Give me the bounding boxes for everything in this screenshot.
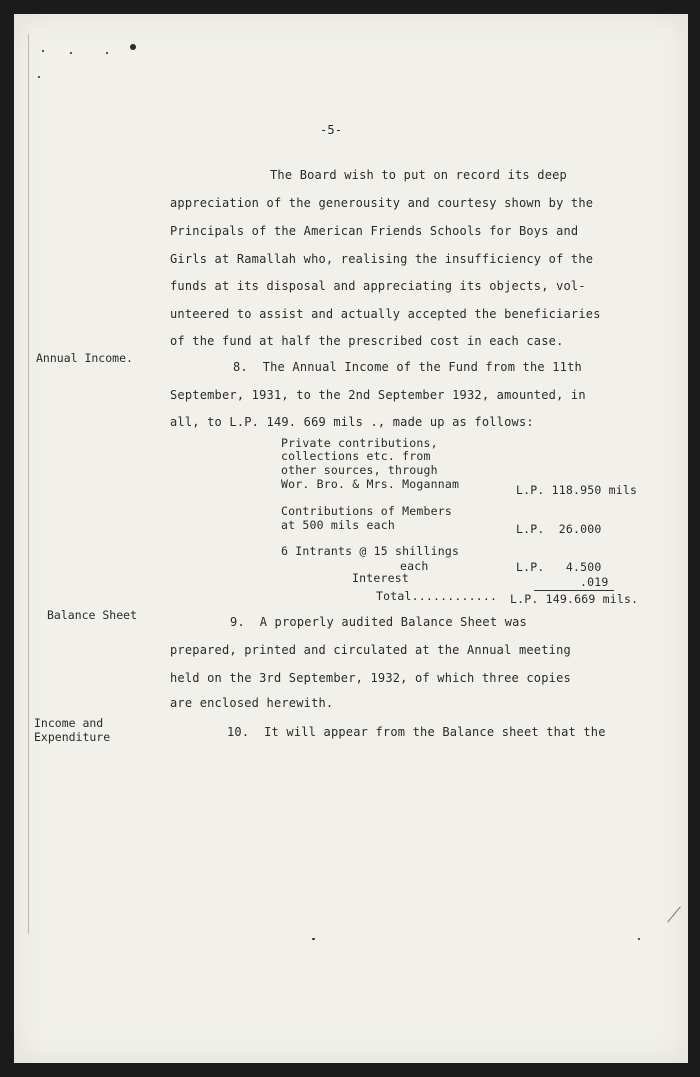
body-line: 9. A properly audited Balance Sheet was <box>230 615 527 629</box>
body-line: September, 1931, to the 2nd September 1932, amounted, in <box>170 388 586 402</box>
margin-label-income-and: Income and <box>34 716 104 730</box>
body-line: Principals of the American Friends Schools for Boys and <box>170 224 579 238</box>
body-line: are enclosed herewith. <box>170 696 334 710</box>
income-row-members-amount: L.P. 26.000 <box>516 522 602 536</box>
income-row-intrants-amount: L.P. 4.500 <box>516 560 602 574</box>
income-row-private-line: other sources, through <box>281 463 438 477</box>
speck-mark <box>130 44 136 50</box>
body-line: unteered to assist and actually accepted the beneficiaries <box>170 307 601 321</box>
margin-label-expenditure: Expenditure <box>34 730 111 744</box>
income-row-members-line: Contributions of Members <box>281 504 452 518</box>
page-edge-mark <box>28 34 29 934</box>
income-row-intrants-line: 6 Intrants @ 15 shillings <box>281 544 460 558</box>
body-line: Girls at Ramallah who, realising the insufficiency of the <box>170 252 594 266</box>
speck-mark <box>638 938 640 940</box>
speck-mark <box>70 52 72 54</box>
margin-label-balance-sheet: Balance Sheet <box>47 608 138 622</box>
income-row-interest-label: Interest <box>352 571 409 585</box>
body-line: prepared, printed and circulated at the Annual meeting <box>170 643 571 657</box>
page-crease-mark <box>667 907 681 923</box>
body-line: funds at its disposal and appreciating its objects, vol- <box>170 279 586 293</box>
body-line: 8. The Annual Income of the Fund from the 11th <box>233 360 582 374</box>
total-underline <box>534 590 614 591</box>
margin-label-annual-income: Annual Income. <box>36 351 133 365</box>
body-line: held on the 3rd September, 1932, of which three copies <box>170 671 571 685</box>
speck-mark <box>106 52 108 54</box>
income-row-total-label: Total............ <box>376 589 498 603</box>
document-page <box>14 14 688 1063</box>
income-row-intrants-line: each <box>400 559 429 573</box>
speck-mark <box>312 938 315 940</box>
speck-mark <box>42 50 44 52</box>
body-line: all, to L.P. 149. 669 mils ., made up as follows: <box>170 415 534 429</box>
income-row-interest-amount: .019 <box>580 575 609 589</box>
body-line: of the fund at half the prescribed cost in each case. <box>170 334 564 348</box>
body-line: 10. It will appear from the Balance sheet that the <box>227 725 606 739</box>
page-number: -5- <box>320 123 343 137</box>
income-row-private-amount: L.P. 118.950 mils <box>516 483 638 497</box>
income-row-private-line: collections etc. from <box>281 449 431 463</box>
income-row-private-line: Private contributions, <box>281 436 438 450</box>
speck-mark <box>38 76 40 78</box>
income-row-members-line: at 500 mils each <box>281 518 395 532</box>
income-row-private-line: Wor. Bro. & Mrs. Mogannam <box>281 477 460 491</box>
body-line: appreciation of the generousity and courtesy shown by the <box>170 196 594 210</box>
income-row-total-amount: L.P. 149.669 mils. <box>510 592 639 606</box>
body-line: The Board wish to put on record its deep <box>270 168 567 182</box>
